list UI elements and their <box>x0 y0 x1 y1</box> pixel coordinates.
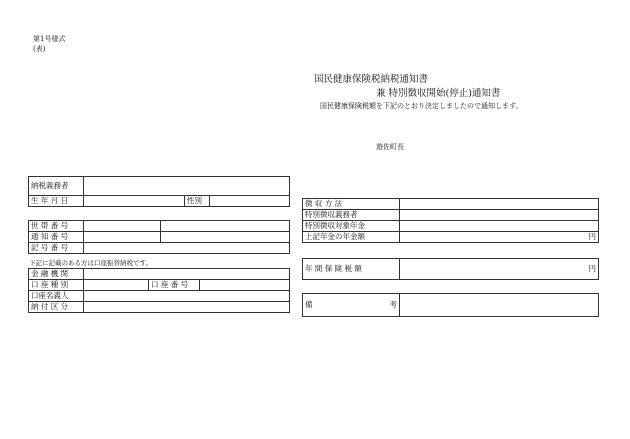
account-no-value <box>200 280 290 291</box>
symbol-no-value <box>84 243 290 254</box>
special-pension-label: 特別徴収対象年金 <box>303 221 400 232</box>
pension-amount-yen: 円 <box>400 232 599 243</box>
household-no-label: 世 帯 番 号 <box>29 221 84 232</box>
direct-debit-note: 下記に記載のある方は口座振替納税です。 <box>29 259 152 267</box>
remarks-label-b: 考 <box>389 300 397 309</box>
birthdate-value <box>84 196 185 207</box>
title-subtitle: 国民健康保険税額を下記のとおり決定しましたので通知します。 <box>320 102 523 110</box>
account-holder-value <box>84 291 290 302</box>
annual-tax-table <box>302 258 599 280</box>
account-type-label: 口 座 種 別 <box>29 280 84 291</box>
issuer-name: 遊佐町長 <box>376 143 404 151</box>
payment-class-label: 納 付 区 分 <box>29 302 84 313</box>
birthdate-label: 生 年 月 日 <box>29 196 84 207</box>
number-table <box>28 220 290 254</box>
bank-value <box>84 269 290 280</box>
bank-label: 金 融 機 関 <box>29 269 84 280</box>
pension-amount-label: 上記年金の年金額 <box>303 232 400 243</box>
notice-no-extra <box>161 232 290 243</box>
account-type-value <box>84 280 149 291</box>
special-taxpayer-label: 特別徴収義務者 <box>303 210 400 221</box>
gender-value <box>210 196 290 207</box>
notice-no-label: 通 知 番 号 <box>29 232 84 243</box>
remarks-value <box>400 294 599 317</box>
form-side: (表) <box>33 45 46 53</box>
account-no-label: 口 座 番 号 <box>149 280 200 291</box>
household-no-extra <box>161 221 290 232</box>
taxpayer-label: 納税義務者 <box>29 177 84 196</box>
collection-table <box>302 198 599 243</box>
remarks-label-a: 備 <box>305 300 313 309</box>
payment-class-value <box>84 302 290 313</box>
annual-tax-label: 年 間 保 険 税 額 <box>303 259 400 280</box>
bank-table <box>28 268 290 313</box>
household-no-value <box>84 221 161 232</box>
taxpayer-value <box>84 177 290 196</box>
form-number: 第1号様式 <box>33 35 66 43</box>
collection-method-value <box>400 199 599 210</box>
taxpayer-table <box>28 176 290 207</box>
collection-method-label: 徴 収 方 法 <box>303 199 400 210</box>
remarks-label <box>303 294 400 317</box>
account-holder-label: 口座名義人 <box>29 291 84 302</box>
special-pension-value <box>400 221 599 232</box>
annual-tax-yen: 円 <box>400 259 599 280</box>
title-line1: 国民健康保険税納税通知書 <box>314 74 429 85</box>
title-line2: 兼 特別徴収開始(停止)通知書 <box>376 88 501 99</box>
remarks-table <box>302 293 599 317</box>
symbol-no-label: 記 号 番 号 <box>29 243 84 254</box>
gender-label: 性別 <box>185 196 210 207</box>
special-taxpayer-value <box>400 210 599 221</box>
notice-no-value <box>84 232 161 243</box>
